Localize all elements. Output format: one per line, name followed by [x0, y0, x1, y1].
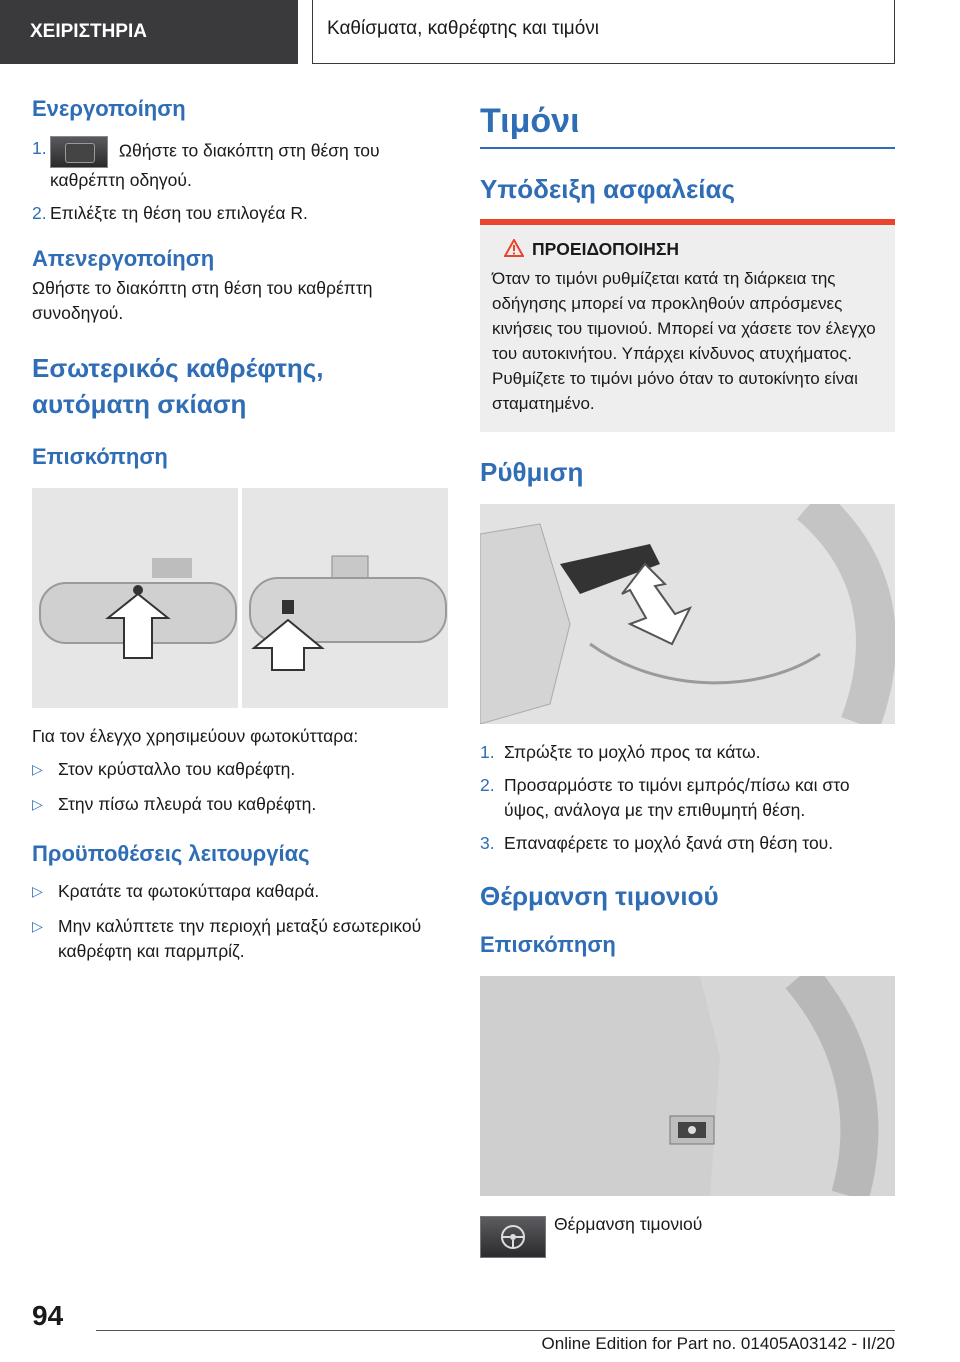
list-item: ▷ Μην καλύπτετε την περιοχή μεταξύ εσωτερικού καθρέφτη και παρμπρίζ.	[32, 916, 422, 961]
list-item: 2. Προσαρμόστε το τιμόνι εμπρός/πίσω και στο ύψος, ανάλογα με την επιθυμητή θέση.	[480, 775, 850, 820]
bullet-triangle-icon: ▷	[32, 761, 43, 777]
heading-rule	[480, 147, 895, 149]
heating-photo	[480, 976, 895, 1196]
heating-heading: Θέρμανση τιμονιού	[480, 881, 719, 911]
list-item: ▷ Στην πίσω πλευρά του καθρέφτη.	[32, 792, 448, 817]
steering-lever-photo	[480, 504, 895, 724]
step-number: 1.	[480, 742, 495, 762]
footer-rule	[96, 1330, 895, 1331]
heating-overview-heading: Επισκόπηση	[480, 932, 616, 957]
warning-triangle-icon	[504, 239, 524, 257]
list-item: ▷ Κρατάτε τα φωτοκύτταρα καθαρά.	[32, 879, 448, 904]
sensor-intro: Για τον έλεγχο χρησιμεύουν φωτοκύτταρα:	[32, 726, 359, 746]
wheel-heading: Τιμόνι	[480, 102, 580, 140]
activation-heading: Ενεργοποίηση	[32, 96, 186, 121]
lever-illustration	[480, 504, 895, 724]
deactivation-text: Ωθήστε το διακόπτη στη θέση του καθρέπτη συνοδηγού.	[32, 278, 373, 323]
step-number: 3.	[480, 833, 495, 853]
steering-heating-button-icon	[480, 1216, 546, 1258]
mirror-photo	[32, 488, 448, 708]
step-number: 1.	[32, 138, 47, 158]
heating-button-row	[480, 1216, 895, 1258]
warning-title: ΠΡΟΕΙΔΟΠΟΙΗΣΗ	[492, 237, 883, 262]
requirements-list	[32, 879, 448, 964]
activation-steps	[32, 136, 448, 226]
list-item	[32, 201, 448, 226]
bullet-triangle-icon: ▷	[32, 883, 43, 899]
adjust-heading: Ρύθμιση	[480, 457, 584, 487]
footer-edition: Online Edition for Part no. 01405A03142 - II/20	[541, 1334, 895, 1353]
sensor-list	[32, 757, 448, 817]
step-number: 2.	[32, 203, 47, 223]
step-number: 2.	[480, 775, 495, 795]
right-column	[480, 96, 895, 1258]
list-item: 1. Σπρώξτε το μοχλό προς τα κάτω.	[480, 740, 895, 765]
mirror-heading: Εσωτερικός καθρέφτης, αυτόματη σκίαση	[32, 353, 324, 419]
left-column	[32, 96, 448, 974]
list-item: ▷ Στον κρύσταλλο του καθρέφτη.	[32, 757, 448, 782]
safety-heading: Υπόδειξη ασφαλείας	[480, 174, 736, 204]
warning-box	[480, 219, 895, 432]
header-chapter: Καθίσματα, καθρέφτης και τιμόνι	[312, 0, 895, 64]
step-text: Επιλέξτε τη θέση του επιλογέα R.	[50, 203, 308, 223]
requirements-heading: Προϋποθέσεις λειτουργίας	[32, 841, 310, 866]
page-number: 94	[32, 1300, 64, 1331]
heating-illustration	[480, 976, 895, 1196]
list-item: 3. Επαναφέρετε το μοχλό ξανά στη θέση του.	[480, 831, 895, 856]
adjust-steps	[480, 740, 895, 856]
deactivation-heading: Απενεργοποίηση	[32, 246, 215, 271]
warning-text: Όταν το τιμόνι ρυθμίζεται κατά τη διάρκεια της οδήγησης μπορεί να προκληθούν απρόσμενες κινήσεις του τιμονιού. Μπορεί να χάσετε τον έλεγχο του αυτοκινήτου. Υπάρχει κίνδυνος ατυχήματος. Ρυθμίζετε το τιμόνι μόνο όταν το αυτοκίνητο είναι σταματημένο.	[492, 269, 876, 413]
mirror-switch-icon	[50, 136, 108, 168]
bullet-triangle-icon: ▷	[32, 918, 43, 934]
bullet-triangle-icon: ▷	[32, 796, 43, 812]
step-text: Ωθήστε το διακόπτη στη θέση του καθρέπτη οδηγού.	[50, 140, 380, 190]
heating-label: Θέρμανση τιμονιού	[554, 1214, 703, 1234]
header-section: ΧΕΙΡΙΣΤΗΡΙΑ	[0, 0, 298, 64]
overview-heading: Επισκόπηση	[32, 444, 168, 469]
mirror-illustration	[32, 488, 448, 708]
list-item	[32, 136, 448, 193]
